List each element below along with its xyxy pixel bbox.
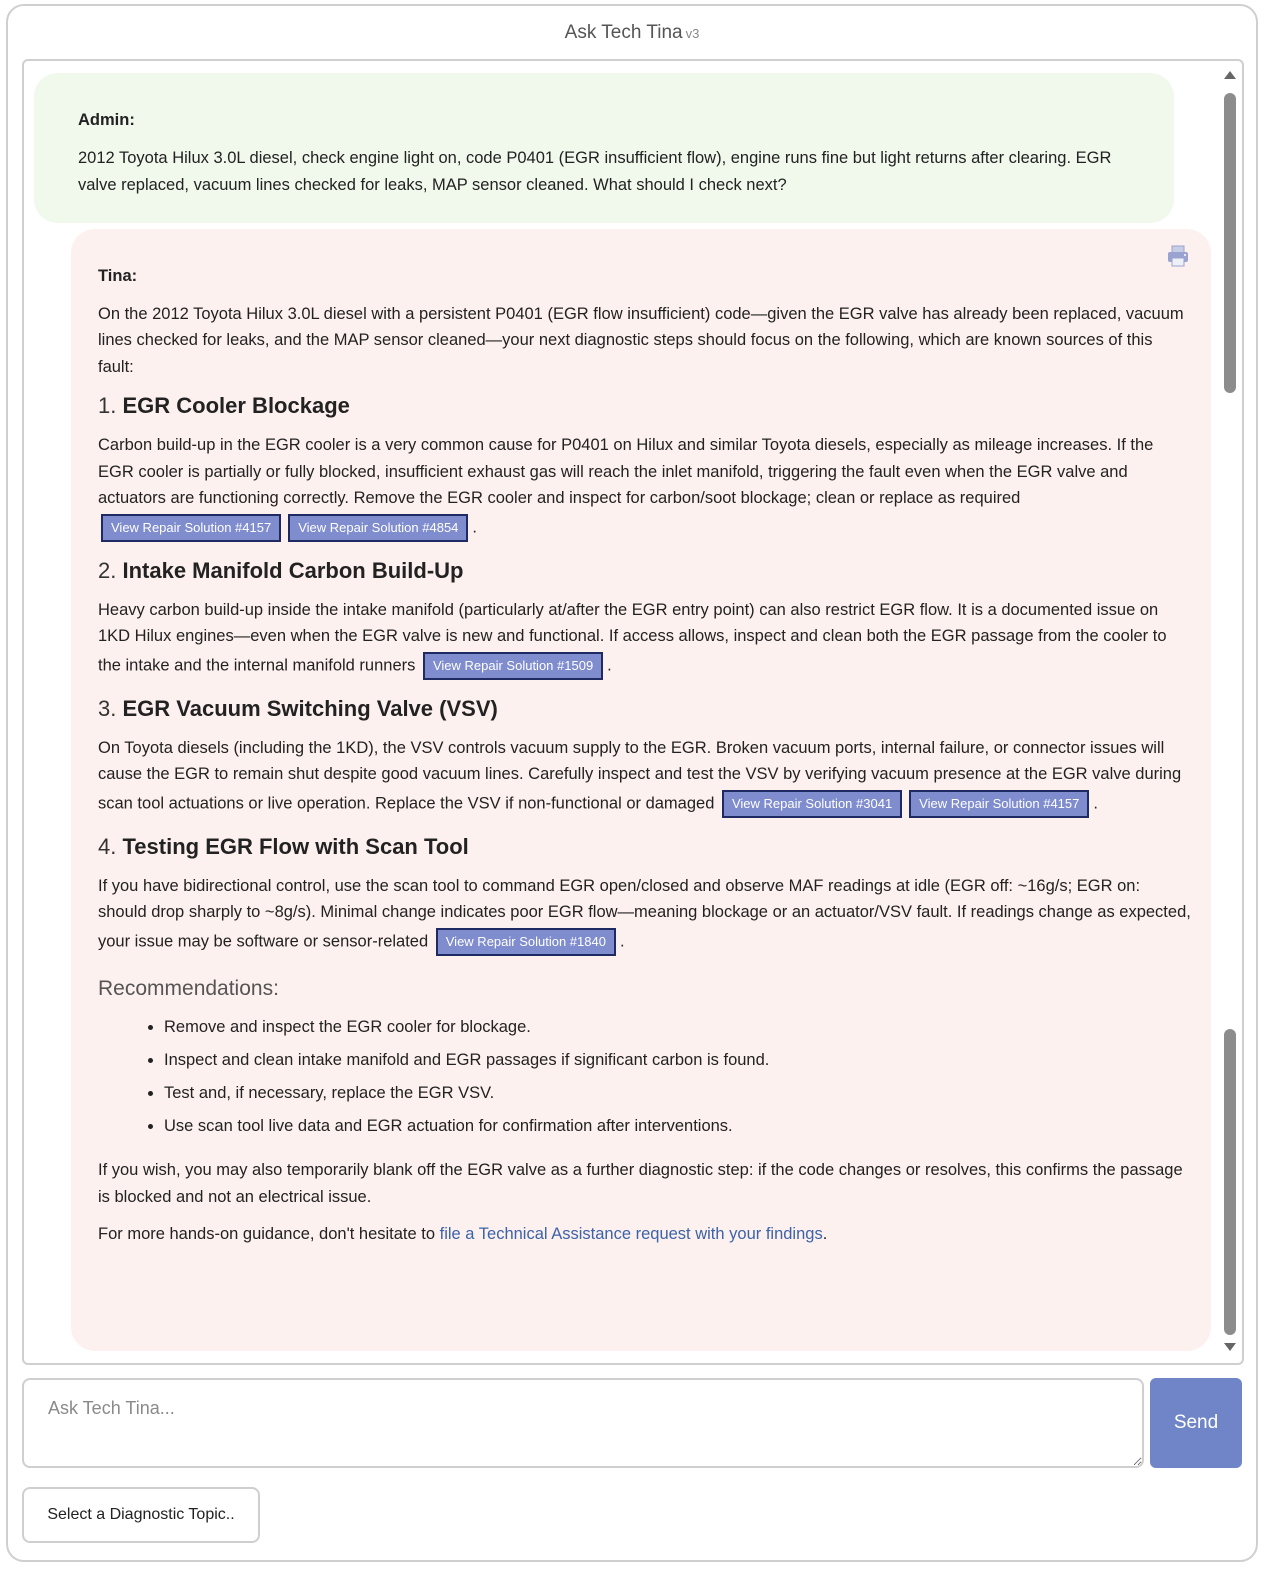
repair-solution-4157-button[interactable]: View Repair Solution #4157 [101, 514, 281, 542]
chat-panel [22, 59, 1244, 1365]
section-3-number: 3. [98, 695, 117, 721]
tina-message [71, 229, 1211, 1351]
section-1-number: 1. [98, 393, 117, 418]
tina-intro: On the 2012 Toyota Hilux 3.0L diesel with a persistent P0401 (EGR flow insufficient) code—given the EGR valve has already been replaced, vacuum lines checked for leaks, and the MAP sensor cleaned—your next diagnostic steps should focus on the following, which are known sources of this fault: [98, 304, 1184, 376]
app-version: v3 [685, 26, 700, 41]
tina-speaker: Tina: [98, 267, 138, 285]
section-1-title: EGR Cooler Blockage [122, 393, 350, 418]
closing-text [98, 1221, 1191, 1248]
scrollbar-thumb[interactable] [1224, 93, 1236, 393]
recommendation-item: • Test and, if necessary, replace the EGR VSV. [164, 1080, 1191, 1106]
blank-off-note: If you wish, you may also temporarily blank off the EGR valve as a further diagnostic step: if the code changes or resolves, this confirms the passage is blocked and not an electrical issue. [98, 1161, 1183, 1206]
section-4-heading [98, 832, 1191, 862]
repair-solution-1509-button[interactable]: View Repair Solution #1509 [423, 652, 603, 680]
section-4-body [98, 873, 1191, 958]
section-3-body [98, 735, 1191, 820]
diagnostic-topic-button[interactable]: Select a Diagnostic Topic.. [22, 1487, 260, 1543]
admin-speaker: Admin: [78, 111, 135, 129]
send-button[interactable]: Send [1150, 1378, 1242, 1468]
section-1-heading [98, 391, 1191, 421]
recommendation-item: • Remove and inspect the EGR cooler for blockage. [164, 1014, 1191, 1040]
scrollbar-thumb-lower[interactable] [1224, 1029, 1236, 1335]
period: . [607, 655, 612, 674]
admin-message-text: 2012 Toyota Hilux 3.0L diesel, check engine light on, code P0401 (EGR insufficient flow), engine runs fine but light returns after clearing. EGR valve replaced, vacuum lines checked for leaks, MAP sensor cleaned. What should I check next? [78, 149, 1112, 194]
section-4-text: If you have bidirectional control, use the scan tool to command EGR open/closed and observe MAF readings at idle (EGR off: ~16g/s; EGR on: should drop sharply to ~8g/s). Minimal change indicates poor EGR flow—meaning blockage or an actuator/VSV fault. If readings change as expected, your issue may be software or sensor-related [98, 876, 1191, 950]
section-2-text: Heavy carbon build-up inside the intake manifold (particularly at/after the EGR entry point) can also restrict EGR flow. It is a documented issue on 1KD Hilux engines—even when the EGR valve is new and functional. If access allows, inspect and clean both the EGR passage from the cooler to the intake and the internal manifold runners [98, 600, 1167, 674]
closing-suffix: . [822, 1225, 828, 1243]
section-1-body [98, 432, 1191, 544]
period: . [619, 931, 625, 950]
section-4-number: 4. [98, 833, 117, 859]
admin-message [34, 73, 1174, 223]
section-4-title: Testing EGR Flow with Scan Tool [122, 833, 469, 859]
period: . [1093, 793, 1098, 812]
repair-solution-1840-button[interactable]: View Repair Solution #1840 [436, 928, 616, 956]
period: . [472, 517, 477, 536]
recommendations-list [98, 1014, 1191, 1139]
technical-assistance-link[interactable]: file a Technical Assistance request with your findings [439, 1225, 823, 1243]
scroll-down-arrow-icon[interactable] [1224, 1343, 1236, 1351]
section-3-heading [98, 694, 1191, 724]
print-icon[interactable] [1165, 243, 1191, 269]
recommendations-title: Recommendations: [98, 976, 279, 1000]
repair-solution-3041-button[interactable]: View Repair Solution #3041 [722, 790, 902, 818]
repair-solution-4854-button[interactable]: View Repair Solution #4854 [288, 514, 468, 542]
app-title-text: Ask Tech Tina [564, 22, 683, 43]
section-1-text: Carbon build-up in the EGR cooler is a very common cause for P0401 on Hilux and similar Toyota diesels, especially as mileage increases. If the EGR cooler is partially or fully blocked, insufficient exhaust gas will reach the inlet manifold, triggering the fault even when the EGR valve and actuators are functioning correctly. Remove the EGR cooler and inspect for carbon/soot blockage; clean or replace as required [98, 436, 1154, 507]
section-2-body [98, 597, 1191, 682]
app-title [8, 22, 1256, 44]
section-3-text: On Toyota diesels (including the 1KD), the VSV controls vacuum supply to the EGR. Broken vacuum ports, internal failure, or connector issues will cause the EGR to remain shut despite good vacuum lines. Carefully inspect and test the VSV by verifying vacuum presence at the EGR valve during scan tool actuations or live operation. Replace the VSV if non-functional or damaged [98, 738, 1182, 812]
section-2-number: 2. [98, 557, 117, 583]
repair-solution-4157-button-2[interactable]: View Repair Solution #4157 [909, 790, 1089, 818]
recommendation-item: • Use scan tool live data and EGR actuation for confirmation after interventions. [164, 1113, 1191, 1139]
recommendation-item: • Inspect and clean intake manifold and EGR passages if significant carbon is found. [164, 1047, 1191, 1073]
section-3-title: EGR Vacuum Switching Valve (VSV) [122, 695, 498, 721]
ask-tina-input[interactable] [22, 1378, 1144, 1468]
closing-prefix: For more hands-on guidance, don't hesitate to [98, 1225, 440, 1243]
section-2-heading [98, 556, 1191, 586]
scroll-up-arrow-icon[interactable] [1224, 71, 1236, 79]
section-2-title: Intake Manifold Carbon Build-Up [122, 557, 464, 583]
